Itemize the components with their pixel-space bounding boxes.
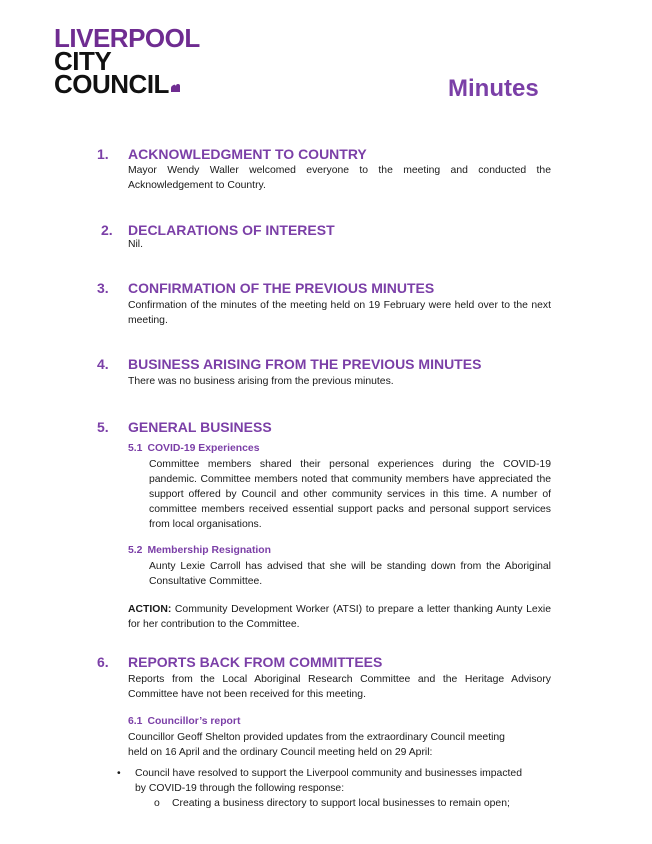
action-label: ACTION: [128, 604, 172, 615]
subsection-title-5-2 [128, 545, 271, 556]
section-number: 1. [97, 146, 109, 162]
section-number: 5. [97, 419, 109, 435]
section-number: 3. [97, 280, 109, 296]
logo-line-council-row [54, 69, 200, 99]
subsection-body-6-1 [128, 730, 558, 760]
subsection-number: 5.2 [128, 545, 143, 556]
subsection-body-5-1: Committee members shared their personal experiences during the COVID-19 pandemic. Committee members noted that community members have appreciated the support offered by Council and other community services in this time. A number of committee members received essential support packs and personal support services from local organisations. [149, 459, 551, 530]
section-title: REPORTS BACK FROM COMMITTEES [128, 654, 383, 670]
section-title: CONFIRMATION OF THE PREVIOUS MINUTES [128, 280, 435, 296]
subsection-title-6-1 [128, 716, 240, 727]
section-number: 2. [101, 222, 113, 238]
sub-bullet-text: Creating a business directory to support local businesses to remain open; [172, 798, 510, 809]
council-logo [54, 23, 200, 99]
logo-line-council: COUNCIL [54, 69, 169, 99]
subsection-heading: COVID-19 Experiences [147, 443, 260, 454]
section-title: GENERAL BUSINESS [128, 419, 272, 435]
section-body: There was no business arising from the previous minutes. [128, 376, 394, 387]
section-body: Confirmation of the minutes of the meeting held on 19 February were held over to the next meeting. [128, 300, 551, 326]
section-number: 6. [97, 654, 109, 670]
section-body: Nil. [128, 239, 144, 250]
section-number: 4. [97, 356, 109, 372]
document-title: Minutes [448, 75, 539, 102]
section-title: ACKNOWLEDGMENT TO COUNTRY [128, 146, 367, 162]
section-body: Mayor Wendy Waller welcomed everyone to the meeting and conducted the Acknowledgement to Country. [128, 165, 551, 191]
body-line: Councillor Geoff Shelton provided updates from the extraordinary Council meeting [128, 732, 505, 743]
subsection-number: 6.1 [128, 716, 143, 727]
section-title: DECLARATIONS OF INTEREST [128, 222, 335, 238]
logo-line-liverpool: LIVERPOOL [54, 23, 200, 53]
subsection-title-5-1 [128, 443, 260, 454]
logo-line-city: CITY [54, 46, 112, 76]
sub-bullet-icon: o [154, 798, 160, 809]
logo-heart-icon [170, 83, 181, 93]
section-title: BUSINESS ARISING FROM THE PREVIOUS MINUTES [128, 356, 482, 372]
subsection-number: 5.1 [128, 443, 143, 454]
action-item [128, 602, 551, 632]
subsection-body-5-2: Aunty Lexie Carroll has advised that she will be standing down from the Aboriginal Consultative Committee. [149, 561, 551, 587]
section-body: Reports from the Local Aboriginal Research Committee and the Heritage Advisory Committee have not been received for this meeting. [128, 674, 551, 700]
subsection-heading: Councillor’s report [147, 716, 241, 727]
bullet-icon: • [117, 768, 121, 779]
body-line: held on 16 April and the ordinary Council meeting held on 29 April: [128, 747, 433, 758]
bullet-line: by COVID-19 through the following response: [135, 783, 345, 794]
bullet-line: Council have resolved to support the Liverpool community and businesses impacted [135, 768, 522, 779]
subsection-heading: Membership Resignation [147, 545, 272, 556]
bullet-item [117, 766, 557, 796]
action-text: Community Development Worker (ATSI) to prepare a letter thanking Aunty Lexie for her contribution to the Committee. [128, 604, 551, 630]
sub-bullet-item [154, 796, 554, 811]
